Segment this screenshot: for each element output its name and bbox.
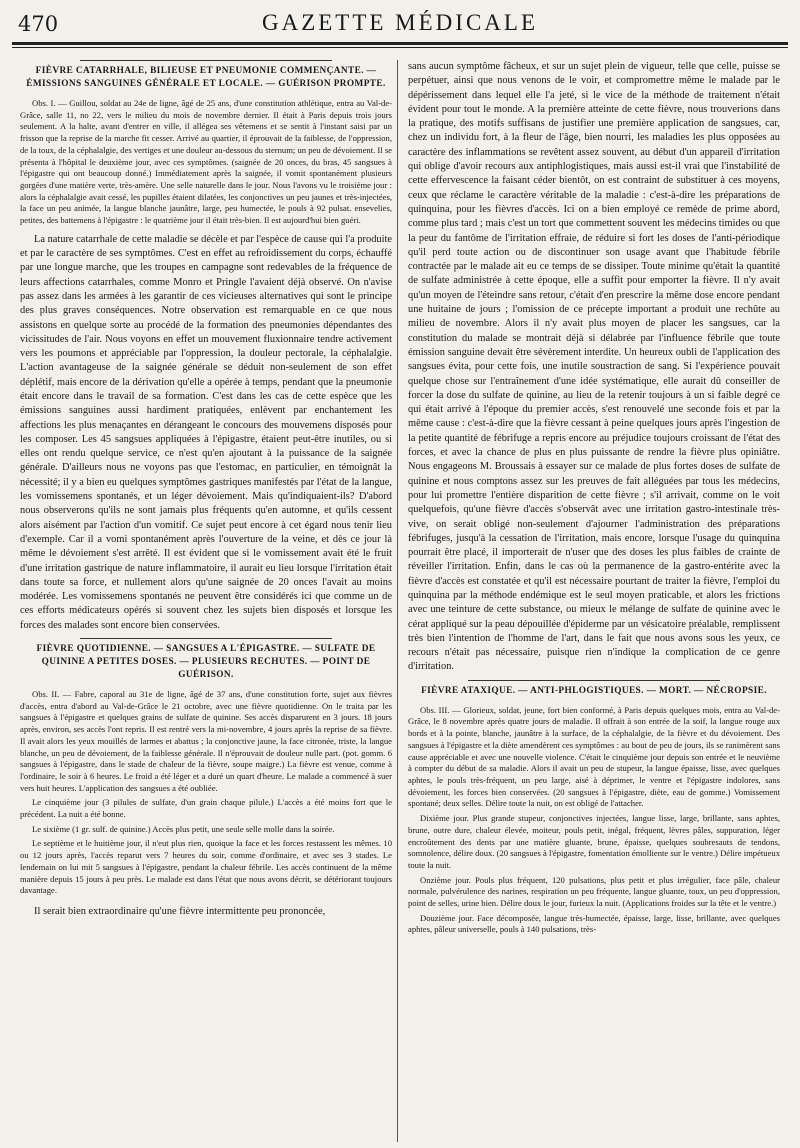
observation-3-day11: Onzième jour. Pouls plus fréquent, 120 pulsations, plus petit et plus irrégulier, face pâle, chaleur normale, pulvérulence des narines, respiration un peu fréquente, langue gluante, toux, un peu d'oppression, point de selles, urine bien. Délire doux le jour, furieux la nuit. (Applications froides sur la tête et le ventre.) bbox=[408, 874, 780, 909]
column-divider bbox=[397, 60, 398, 1142]
journal-title: GAZETTE MÉDICALE bbox=[261, 10, 539, 35]
observation-2-day6: Le sixième (1 gr. sulf. de quinine.) Accès plus petit, une seule selle molle dans la soirée. bbox=[32, 823, 335, 834]
observation-3-day10: Dixième jour. Plus grande stupeur, conjonctives injectées, langue lisse, large, brillante, sans aphtes, brune, outre dure, chaleur élevée, moiteur, pouls petit, inégal, fréquent, lèvres pâles, suppuration, léger encroûtement des dents par une matière gluante, brune, épaisse, quelques soubresauts de tendons, somnolence, délire doux. (20 sangsues à l'épigastre, fomentation émolliente sur le ventre.) Délire impétueux toute la nuit. bbox=[408, 813, 780, 870]
page-header bbox=[12, 8, 788, 52]
observation-2: Obs. II. — Fabre, caporal au 31e de ligne, âgé de 37 ans, d'une constitution forte, sujet aux fièvres d'accès, entra d'abord au Val-de-Grâce le 21 octobre, avec une fièvre quotidienne. On le traita par les sangsues à l'épigastre et quelques grains de sulfate de quinine. Ses accès disparurent en 3 jours. 18 jours après, environ, ses accès l'ont repris. Il est rentré vers la mi-novembre, 4 jours après la reprise de sa fièvre. Il avait alors les yeux mouillés de larmes et abattus ; la conjonctive jaune, la face citronée, triste, la langue blanche, un peu de dévoiement, de la faiblesse générale. Il n'éprouvait de douleur nulle part. (pot. gomm. 6 sangsues à l'épigastre, dans le stade de chaleur de la fièvre, soupe maigre.) La fièvre est venue, comme à l'ordinaire, le soir à 6 heures. Le froid a été léger et a duré un quart d'heure. Le malade a commencé à suer vers huit heures. L'application des sangsues a été oubliée. bbox=[20, 689, 392, 793]
commentary-continued: sans aucun symptôme fâcheux, et sur un sujet plein de vigueur, telle que celle, puisse se perpétuer, ainsi que nous venons de le voir, et compromettre même le malade par le dépérissement dans lequel elle l'a jeté, si le vice de la méthode de traitement n'était évident pour tout le monde. A la première atteinte de cette fièvre, nous trouverions dans la pratique, des motifs suffisans de justifier une première application de sangsues, car, chez un individu fort, à la fleur de l'âge, bien nourri, les maladies les plus opposées au caractère des inflammations se revêtent assez souvent, au début d'un appareil d'irritation qui oblige d'avoir recours aux antiphlogistiques, mais aussi est-il vrai que l'instabilité de cette effervescence la faisant céder bientôt, on est contraint de substituer à ces moyens, ceux que réclame le caractère véritable de la maladie : c'est-à-dire les préparations de quinquina, pour les fièvres d'accès. Ici on a bien employé ce remède de prime abord, comme plus tard ; mais c'est un tort que commettent souvent les médecins timides ou que la peur du fantôme de l'irritation effraie, de réduire si fort les doses de l'anti-périodique qu'il perd toute action ou de discontinuer son usage avant que l'habitude fébrile contractée par le malade ait eu ce temps de se dissiper. Toute minime qu'était la quantité de sulfate administrée à cette époque, elle a suffit pour emporter la fièvre. Il n'y avait qu'un moyen de l'éteindre sans retour, c'était d'en prescrire la même dose encore pendant une huitaine de jours ; l'omission de ce précepte important a produit une rechûte au milieu de novembre. Alors il n'y avait plus moyen de placer les sangsues, car la constitution du malade se montrait déjà si délabrée par l'influence fébrile que toute émission sanguine devait être sévèrement interdite. Un heureux oubli de l'application des sangsues évita, pour cette fois, une inutile soustraction de sang. Si l'expérience pouvait quelque chose sur l'entraînement d'une idée systématique, elle aurait dû conseiller de forcer la dose du sulfate de quinine, au lieu de la retenir toujours à un si faible degré ce qui était arrivé à l'époque du premier accès, s'est renouvelé une seconde fois et par la même cause : c'est-à-dire que la fièvre cessant à peine quelques jours après l'ingestion de la petite quantité de fébrifuge a repris encore au préjudice toujours croissant de l'état des forces, et avec la chance de plus en plus puissante de rendre la fièvre plus opiniâtre. Nous engageons M. Broussais à essayer sur ce malade de plus fortes doses de sulfate de quinine et nous comptons assez sur les preuves de fait alléguées par tous les médecins, pour lui promettre l'entière disparition de cette fièvre ; s'il arrivait, comme on le voit quelquefois, qu'une fièvre d'accès s'observât avec une irritation gastro-intestinale très-vive, on serait obligé non-seulement d'ajourner l'administration des préparations fébrifuges, jusqu'à la cessation de l'irritation, mais encore, lorsque l'usage du quinquina pourrait être placé, il importerait de n'user que des doses les plus faibles de crainte de réveiller l'irritation. Enfin, dans le cas où la permanence de la gastro-entérite avec la fièvre d'accès est constatée et qu'il est nécessaire pourtant de traiter la fièvre, l'emploi du quinquina par la méthode endémique est le seul moyen praticable, et alors les frictions avec une teinture de cette substance, ou mieux le mélange de sulfate de quinine avec le cérat appliqué sur la peau dépouillée d'épiderme par un vésicatoire préalable, remplissent très bien l'intention de l'homme de l'art, dans le fait que nous avons sous les yeux, ce recours n'était pas nécessaire, puisque rien n'indique la complication de ce genre d'irritation. bbox=[408, 61, 780, 673]
left-column bbox=[20, 60, 392, 1140]
page-number: 470 bbox=[18, 12, 59, 36]
observation-3: Obs. III. — Glorieux, soldat, jeune, fort bien conformé, à Paris depuis quelques mois, entra au Val-de-Grâce, le 8 novembre après quatre jours de maladie. Il offrait à son entrée de la soif, la langue rouge aux bords et à la pointe, blanche, jaunâtre à la surface, de la céphalalgie, de la fièvre et du dévoiement. Des sangsues à l'épigastre et la diète amendèrent ces symptômes : au bout de peu de jours, ils se ranimèrent sans cause appréciable et avec une nouvelle violence. C'était le cinquième jour depuis son entrée et le neuvième à compter du début de sa maladie. Alors il avait un peu de stupeur, la langue épaisse, lisse, avec quelques aphtes, le pouls très-fréquent, un peu large, aisé à déprimer, le ventre et l'épigastre indolores, sans dévoiement, les forces bien conservées. (20 sangsues à l'épigastre, diète, eau de gomme.) Vomissement spontané; deux selles. Délire toute la nuit, on est obligé de l'attacher. bbox=[408, 704, 780, 809]
observation-3-day12: Douzième jour. Face décomposée, langue très-humectée, épaisse, large, lisse, brillante, avec quelques aphtes, pâleur universelle, pouls à 140 pulsations, très- bbox=[408, 912, 780, 935]
observation-2-day5: Le cinquième jour (3 pilules de sulfate, d'un grain chaque pilule.) L'accès a été moins fort que le précédent. La nuit a été bonne. bbox=[20, 797, 392, 820]
commentary-start: Il serait bien extraordinaire qu'une fièvre intermittente peu prononcée, bbox=[34, 906, 326, 917]
section-rule bbox=[80, 60, 332, 61]
section-rule bbox=[468, 680, 720, 681]
section-heading-quotidian: FIÈVRE QUOTIDIENNE. — SANGSUES A L'ÉPIGASTRE. — SULFATE DE QUININE A PETITES DOSES. — PLUSIEURS RECHUTES. — POINT DE GUÉRISON. bbox=[36, 644, 376, 681]
observation-2-day7-8: Le septième et le huitième jour, il n'eut plus rien, quoique la face et les forces restassent les mêmes. 10 ou 12 jours après, l'accès reparut vers 7 heures du soir, comme d'ordinaire, et avec ses 3 stades. Le lendemain on lui mit 5 sangsues à l'épigastre, pendant la chaleur fébrile. Les accès continuent de la même manière depuis 15 jours à peu près. Le malade est dans l'état que nous avons décrit, se détériorant toujours davantage. bbox=[20, 838, 392, 896]
section-rule bbox=[80, 638, 332, 639]
right-column bbox=[408, 60, 780, 1140]
section-heading-catarrhal: FIÈVRE CATARRHALE, BILIEUSE ET PNEUMONIE COMMENÇANTE. — ÉMISSIONS SANGUINES GÉNÉRALE ET LOCALE. — GUÉRISON PROMPTE. bbox=[26, 66, 386, 89]
header-rule-thick bbox=[12, 42, 788, 45]
header-rule-thin bbox=[12, 47, 788, 48]
observation-1: Obs. I. — Guillou, soldat au 24e de ligne, âgé de 25 ans, d'une constitution athlétique, entra au Val-de-Grâce, salle 11, no 22, vers le milieu du mois de novembre dernier. Il était à Paris depuis trois jours seulement. A la halte, avant d'entrer en ville, il allégea ses vêtemens et se sentit à l'instant saisi par un frisson que la reprise de la marche fit cesser. Arrivé au quartier, il éprouvait de la faiblesse, de l'oppression, de la toux, de la céphalalgie, des vertiges et une douleur au-dessous du sternum; un peu de dévoiement. Il se présenta à l'hôpital le deuxième jour, avec ces symptômes. (saignée de 20 onces, du bras, 45 sangsues à l'épigastre qui ont beaucoup donné.) Immédiatement après la saignée, il vomit spontanément plusieurs gorgées d'une matière verte, très-amère. Une selle naturelle dans le jour. Nous l'avons vu le troisième jour : alors la céphalalgie avait cessé, les pupilles étaient dilatées, les conjonctives un peu jaunes et très-injectées, la face un peu animée, la langue blanche jaunâtre, large, peu humectée, le pouls à 92 pulsat. ensevelies, petites, des battemens à l'épigastre : le quatrième jour il était très-bien. Il est aujourd'hui bien guéri. bbox=[20, 98, 392, 226]
section-heading-ataxic: FIÈVRE ATAXIQUE. — ANTI-PHLOGISTIQUES. — MORT. — NÉCROPSIE. bbox=[421, 685, 767, 696]
commentary-paragraph: La nature catarrhale de cette maladie se décèle et par l'espèce de cause qui l'a produite et par le caractère de ses symptômes. C'est en effet au refroidissement du corps, échauffé par une longue marche, que les troupes en campagne sont redevables de la fréquence de leurs affections catarrhales, comme Monro et Pringle l'avaient déjà observé. On n'avise pas assez dans les armées à les garantir de ces vicieuses alternatives qui sont le principe des plus graves conséquences. Notre observation est remarquable en ce que nous assistons en quelque sorte au procédé de la formation des pneumonies dépendantes des vicissitudes de l'air. Nous voyons en effet un mouvement fluxionnaire tendre activement vers les poumons et appréciable par l'oppression, la douleur pectorale, la céphalalgie. L'action avantageuse de la saignée générale se déduit non-seulement de son effet déplétif, mais encore de la dérivation qu'elle a opérée à temps, pendant que la pneumonie était encore dans le travail de sa formation. C'est dans les cas de cette espèce que les émissions sanguines aussi hardiment pratiquées, enlèvent par enchantement les affections les plus menaçantes en dérangeant le concours des mouvemens disposés pour les composer. Les 45 sangsues appliquées à l'épigastre, étaient peut-être inutiles, ou si elles ont rendu quelque service, ce n'est qu'en ajoutant à la puissance de la saignée générale. D'ailleurs nous ne voyons pas que l'estomac, en particulier, en témoignât la nécessité; il y a bien eu quelques symptômes gastriques manifestés par l'état de la langue, les vomissemens spontanés, et un léger dévoiement. Mais qu'indiquaient-ils? D'abord nous observerons qu'ils ne sont jamais plus fréquents qu'en automne, et qu'ils cessent alors aisément par l'action d'un vomitif. Ce sujet peut encore à cet égard nous tenir lieu d'exemple. Car il a vomi spontanément après l'ouverture de la veine, et dès ce jour là même le dévoiement s'est arrêté. Il est évident que si le vomissement avait été le fruit d'une irritation gastrique de nature inflammatoire, il aurait eu lieu lorsque l'irritation était dans toute sa force, et nullement alors qu'une saignée de 20 onces l'avait au moins modérée. Les vomissemens spontanés ne peuvent être considérés ici que comme un de ces efforts médicateurs opérés si souvent chez les sujets bien disposés et lorsque les forces des malades sont encore bien conservées. bbox=[20, 233, 392, 631]
